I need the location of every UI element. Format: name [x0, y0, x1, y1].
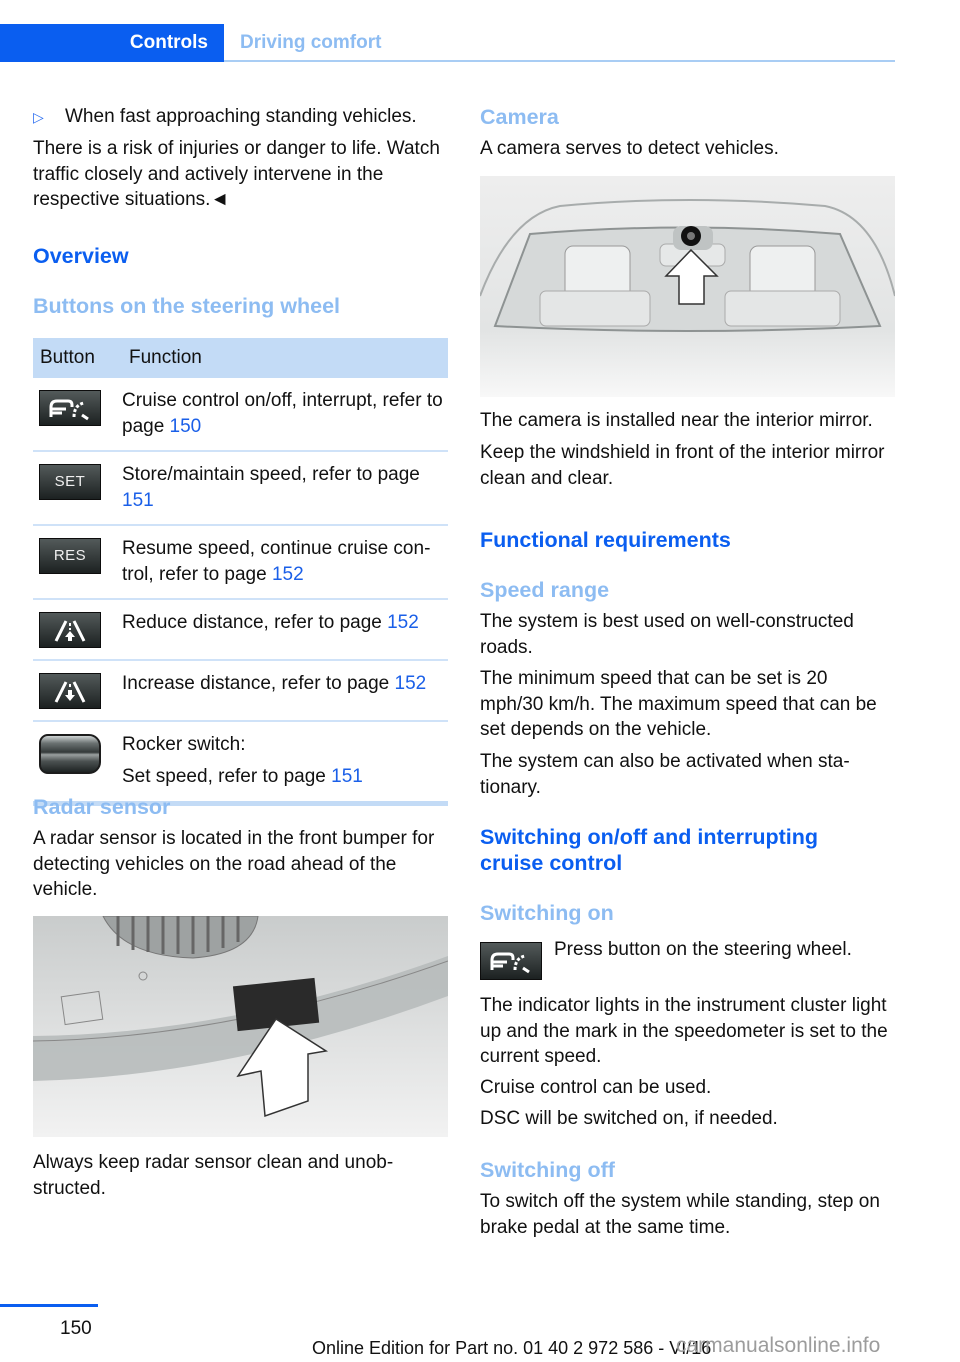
- switching-on-heading: Switching on: [480, 901, 614, 925]
- table-row: [33, 721, 448, 804]
- column-header-button: Button: [33, 338, 122, 378]
- section-tab-controls[interactable]: [0, 24, 224, 62]
- buttons-heading: Buttons on the steering wheel: [33, 294, 340, 318]
- function-cell: [122, 378, 448, 451]
- camera-installed-text: The camera is installed near the interior mirror.: [480, 410, 873, 431]
- page-link[interactable]: 151: [331, 765, 363, 787]
- radar-note: Always keep radar sensor clean and unobstructed.: [33, 1152, 394, 1199]
- page-link[interactable]: 151: [122, 489, 154, 511]
- switching-on-text: Press button on the steering wheel.: [554, 939, 852, 960]
- camera-heading: Camera: [480, 105, 559, 129]
- reduce-distance-icon: [39, 612, 101, 648]
- speed-range-text-2: The minimum speed that can be set is 20 mph/30 km/h. The maximum speed that can be set depends on the vehicle.: [480, 668, 877, 740]
- radar-text: A radar sensor is located in the front bumper for detecting vehicles on the road ahead of the vehicle.: [33, 828, 435, 900]
- function-cell: [122, 721, 448, 804]
- speed-range-text-3: The system can also be activated when stationary.: [480, 751, 850, 798]
- indicator-text: The indicator lights in the instrument cluster light up and the mark in the speedometer is set to the current speed.: [480, 995, 888, 1067]
- function-cell: [122, 660, 448, 721]
- table-row: [33, 378, 448, 451]
- set-button-icon: [39, 464, 101, 500]
- icon-label: SET: [54, 473, 86, 491]
- section-tab-label: Driving comfort: [240, 32, 382, 53]
- increase-distance-icon: [39, 673, 101, 709]
- cruise-control-icon: [480, 942, 542, 980]
- function-text: Rocker switch:: [122, 734, 246, 755]
- function-text: Store/maintain speed, refer to page: [122, 464, 420, 485]
- function-text: Increase distance, refer to page: [122, 673, 395, 694]
- function-cell: [122, 599, 448, 660]
- camera-text: A camera serves to detect vehicles.: [480, 138, 779, 159]
- res-button-icon: [39, 538, 101, 574]
- bullet-item: [33, 104, 448, 131]
- cruise-control-icon: [39, 390, 101, 426]
- switching-off-text: To switch off the system while standing, step on brake pedal at the same time.: [480, 1191, 880, 1238]
- rocker-switch-icon: [39, 734, 101, 774]
- icon-label: RES: [53, 547, 87, 565]
- camera-figure: [480, 176, 895, 397]
- table-row: [33, 599, 448, 660]
- function-text: Cruise control on/off, interrupt, refer to page: [122, 390, 443, 437]
- switching-off-heading: Switching off: [480, 1158, 615, 1182]
- section-tab-label: Controls: [129, 32, 208, 53]
- section-tab-driving-comfort[interactable]: [240, 24, 381, 62]
- page-link[interactable]: 150: [169, 415, 202, 437]
- bullet-text: When fast approaching standing vehicles.: [65, 106, 417, 127]
- speed-range-heading: Speed range: [480, 578, 610, 602]
- function-text: Reduce distance, refer to page: [122, 612, 388, 633]
- function-cell: [122, 451, 448, 525]
- speed-range-text-1: The system is best used on well-constructed roads.: [480, 611, 854, 658]
- page-number: 150: [60, 1318, 92, 1339]
- page-link[interactable]: 152: [387, 612, 419, 633]
- function-cell: [122, 525, 448, 599]
- functional-requirements-heading: Functional requirements: [480, 528, 731, 552]
- table-row: [33, 660, 448, 721]
- column-header-function: Function: [122, 338, 448, 378]
- watermark: carmanualsonline.info: [676, 1334, 881, 1357]
- cruise-usable-text: Cruise control can be used.: [480, 1077, 712, 1098]
- dsc-text: DSC will be switched on, if needed.: [480, 1108, 778, 1129]
- table-header-row: [33, 338, 448, 378]
- table-row: [33, 525, 448, 599]
- switching-heading: Switching on/off and interrupting cruise control: [480, 825, 818, 875]
- radar-heading: Radar sensor: [33, 795, 171, 819]
- triangle-bullet-icon: ▷: [33, 109, 44, 125]
- buttons-table: [33, 338, 448, 806]
- header-divider: [224, 60, 895, 62]
- footer-divider: [0, 1304, 98, 1307]
- overview-heading: Overview: [33, 244, 129, 268]
- warning-text: There is a risk of injuries or danger to life. Watch traffic closely and actively intervene in the respective situations.◄: [33, 138, 440, 210]
- camera-clean-text: Keep the windshield in front of the interior mirror clean and clear.: [480, 442, 885, 489]
- function-text: Resume speed, continue cruise control, refer to page: [122, 538, 431, 585]
- table-row: [33, 451, 448, 525]
- edition-text: Online Edition for Part no. 01 40 2 972 586 - VI/16: [312, 1338, 712, 1358]
- page-link[interactable]: 152: [271, 563, 304, 585]
- function-text: Set speed, refer to page: [122, 765, 332, 787]
- radar-sensor-figure: [33, 916, 448, 1137]
- page-link[interactable]: 152: [394, 673, 427, 694]
